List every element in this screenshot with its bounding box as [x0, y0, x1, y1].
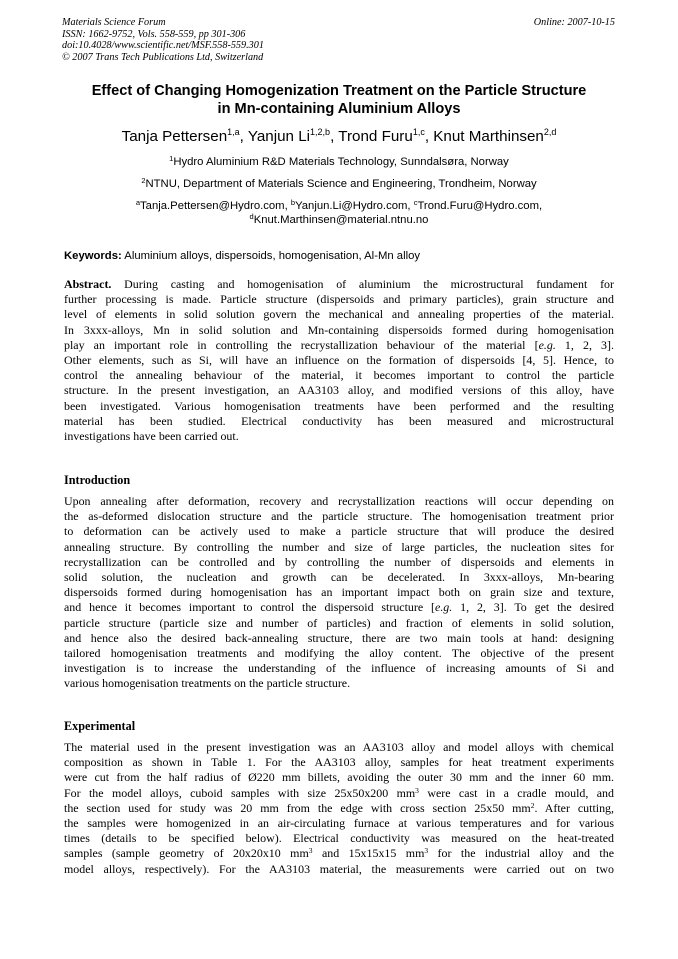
- affil-text: NTNU, Department of Materials Science and Engineering, Trondheim, Norway: [145, 178, 537, 190]
- abstract: [64, 277, 614, 444]
- journal-name: Materials Science Forum: [62, 17, 166, 28]
- intro-line: to deformation can be actively used to make a particle structure that will produce the desired: [64, 524, 614, 539]
- intro-line: and hence also the desired back-annealing structure, there are two main tools at hand: designing: [64, 630, 614, 645]
- exp-line: times (details to be specified below). Electrical conductivity was measured on the heat-treated: [64, 831, 614, 846]
- author-name: Trond Furu: [338, 128, 413, 145]
- abstract-line: level of elements in solid solution govern the mechanical and annealing properties of the material.: [64, 307, 614, 322]
- abstract-line: control the annealing behaviour of the material, it becomes important to control the particle: [64, 368, 614, 383]
- affiliation-1: [40, 155, 638, 170]
- affil-sup: 2: [141, 176, 146, 185]
- abstract-text: play an important role in controlling the recrystallization behaviour of the material [: [64, 337, 539, 352]
- abstract-label: Abstract.: [64, 277, 112, 291]
- exp-sup: 3: [308, 846, 313, 856]
- issn-line: ISSN: 1662-9752, Vols. 558-559, pp 301-306: [62, 28, 246, 40]
- email-sup: b: [290, 198, 296, 207]
- abstract-line: been investigated. Various homogenisation treatments have been performed and the resulting: [64, 398, 614, 413]
- exp-line: model alloys, respectively). For the AA3103 material, the measurements were carried out on two: [64, 861, 614, 876]
- exp-sup: 2: [530, 800, 535, 810]
- keywords: [64, 249, 420, 263]
- author-list: Tanja Pettersen$^{1,a}$, Yanjun Li$^{1,2,b}$, Trond Furu$^{1,c}$, Knut Marthinsen$^{2,d}$: [121, 127, 557, 145]
- abstract-eg: e.g.: [538, 337, 556, 352]
- author-name: Yanjun Li: [247, 128, 311, 145]
- abstract-line: material has been studied. Electrical conductivity has been measured and microstructural: [64, 413, 614, 428]
- abstract-line: In 3xxx-alloys, Mn in solid solution and Mn-containing dispersoids formed during homogenisation: [64, 322, 614, 337]
- exp-line: the samples were homogenized in an air-circulating furnace at various temperatures and for various: [64, 815, 614, 830]
- intro-text: and hence it becomes important to control the dispersoid structure [: [64, 600, 436, 615]
- abstract-line: [64, 338, 614, 353]
- keywords-label: Keywords:: [64, 250, 122, 262]
- title-line-1: Effect of Changing Homogenization Treatment on the Particle Structure: [91, 83, 587, 99]
- intro-line: the as-deformed dislocation structure and the particle structure. The homogenisation treatment prior: [64, 509, 614, 524]
- intro-line: solid solution, the nucleation and growth can be decelerated. In 3xxx-alloys, Mn-bearing: [64, 569, 614, 584]
- intro-line: annealing structure. By controlling the number and size of large particles, the nucleation sites for: [64, 539, 614, 554]
- abstract-line: further processing is made. Particle structure (dispersoids and primary particles), grain structure and: [64, 292, 614, 307]
- abstract-text: 1, 2, 3].: [555, 337, 614, 352]
- author-affil-sup: 1,c: [412, 127, 425, 137]
- email-sup: a: [135, 198, 141, 207]
- intro-line: [64, 600, 614, 615]
- experimental-body: [64, 740, 614, 877]
- email-line-1: [40, 199, 638, 214]
- exp-line: composition as shown in Table 1. For the AA3103 alloy, samples for heat treatment experiments: [64, 755, 614, 770]
- affiliation-2: [40, 177, 638, 192]
- online-date: Online: 2007-10-15: [533, 17, 615, 28]
- intro-line: dispersoids formed during homogenisation has an important impact both on grain size and texture,: [64, 585, 614, 600]
- exp-line: The material used in the present investigation was an AA3103 alloy and model alloys with chemical: [64, 740, 614, 754]
- exp-text: and 15x15x15 mm: [312, 846, 425, 861]
- keywords-text: Aluminium alloys, dispersoids, homogenisation, Al-Mn alloy: [124, 250, 421, 262]
- introduction-body: [64, 494, 614, 691]
- paper-title: [40, 82, 638, 118]
- exp-line: [64, 786, 614, 801]
- exp-line: [64, 801, 614, 816]
- email-b: Yanjun.Li@Hydro.com,: [295, 200, 411, 212]
- abstract-line: [64, 277, 614, 292]
- intro-line: particle structure (particle size and number of particles) and fraction of elements in solid solution,: [64, 615, 614, 630]
- copyright-line: © 2007 Trans Tech Publications Ltd, Switzerland: [62, 51, 264, 63]
- author-affil-sup: 2,d: [543, 127, 557, 137]
- abstract-line: structure. In the present investigation, an AA3103 alloy, and modified versions of this alloy, have: [64, 383, 614, 398]
- intro-line: various homogenisation treatments on the particle structure.: [64, 676, 351, 691]
- journal-header: [62, 17, 264, 63]
- author-name: Knut Marthinsen: [433, 128, 544, 145]
- abstract-line: investigations have been carried out.: [64, 428, 239, 443]
- email-d: Knut.Marthinsen@material.ntnu.no: [253, 214, 429, 226]
- intro-line: tailored homogenisation treatments and modifying the alloy content. The objective of the present: [64, 645, 614, 660]
- exp-line: [64, 846, 614, 861]
- email-c: Trond.Furu@Hydro.com,: [417, 200, 543, 212]
- exp-text: . After cutting,: [534, 800, 615, 815]
- exp-text: the section used for study was 20 mm from the edge with cross section 25x50 mm: [64, 800, 531, 815]
- email-a: Tanja.Pettersen@Hydro.com,: [140, 200, 288, 212]
- author-affil-sup: 1,2,b: [310, 127, 331, 137]
- email-line-2: [40, 213, 638, 228]
- intro-text: 1, 2, 3]. To get the desired: [452, 600, 614, 615]
- email-sup: c: [413, 198, 418, 207]
- author-affil-sup: 1,a: [227, 127, 240, 137]
- exp-text: were cast in a cradle mould, and: [418, 785, 614, 800]
- affil-sup: 1: [169, 154, 174, 163]
- intro-line: recrystallization can be controlled and by controlling the number of dispersoids and elements in: [64, 554, 614, 569]
- exp-line: were cut from the half radius of Ø220 mm billets, avoiding the outer 30 mm and the inner 60 mm.: [64, 770, 614, 785]
- affil-text: Hydro Aluminium R&D Materials Technology, Sunndalsøra, Norway: [173, 156, 509, 168]
- exp-text: For the model alloys, cuboid samples with size 25x50x200 mm: [64, 785, 416, 800]
- abstract-line: Other elements, such as Si, will have an influence on the formation of dispersoids [4, 5]. Hence, to: [64, 352, 614, 367]
- abstract-text: During casting and homogenisation of aluminium the microstructural fundament for: [124, 277, 614, 291]
- author-name: Tanja Pettersen: [121, 128, 228, 145]
- exp-text: samples (sample geometry of 20x20x10 mm: [64, 846, 309, 861]
- intro-line: investigation is to increase the understanding of the influence of increasing amounts of Si and: [64, 661, 614, 676]
- exp-sup: 3: [424, 846, 429, 856]
- section-heading-experimental: Experimental: [64, 719, 136, 733]
- exp-sup: 3: [415, 785, 419, 795]
- doi-line: doi:10.4028/www.scientific.net/MSF.558-559.301: [62, 40, 264, 52]
- section-heading-introduction: Introduction: [64, 473, 131, 487]
- email-sup: d: [249, 212, 254, 221]
- intro-eg: e.g.: [435, 600, 453, 615]
- exp-text: for the industrial alloy and the: [428, 846, 615, 861]
- intro-line: Upon annealing after deformation, recovery and recrystallization reactions will occur depending on: [64, 494, 614, 508]
- title-line-2: in Mn-containing Aluminium Alloys: [217, 101, 461, 117]
